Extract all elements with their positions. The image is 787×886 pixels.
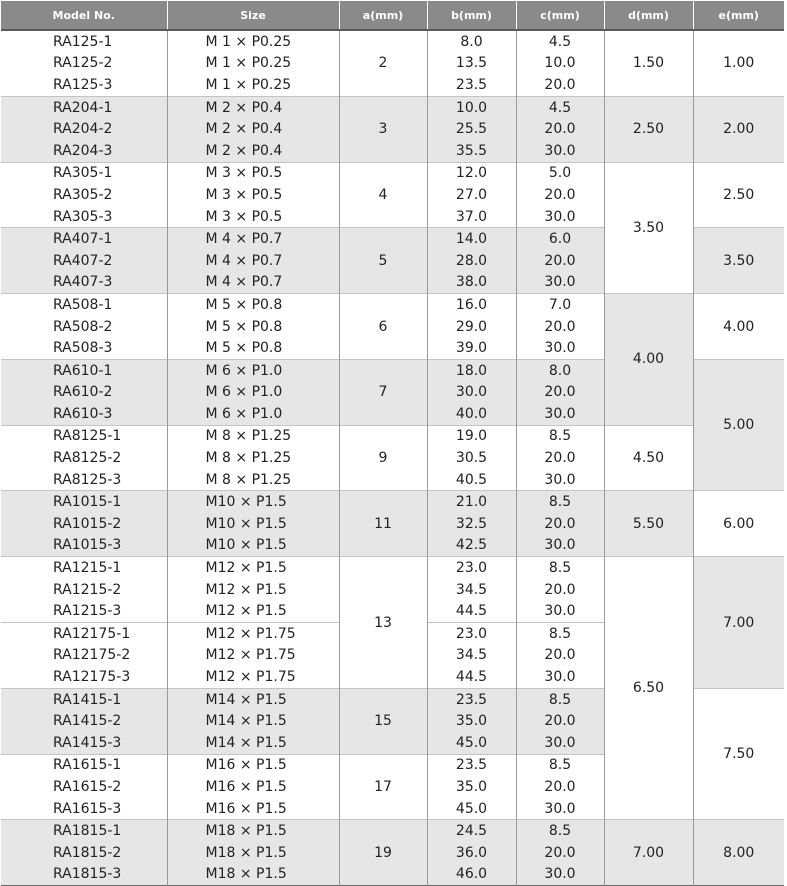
e-value-cell: 3.50 xyxy=(693,228,784,294)
table-row xyxy=(1,96,784,118)
size-cell: M10 × P1.5 xyxy=(167,535,339,557)
c-value-cell: 30.0 xyxy=(516,864,604,886)
c-value-cell: 20.0 xyxy=(516,118,604,140)
size-cell: M 6 × P1.0 xyxy=(167,359,339,381)
table-row xyxy=(1,557,784,579)
b-value-cell: 35.0 xyxy=(427,710,516,732)
model-cell: RA1615-3 xyxy=(53,800,122,817)
table-body xyxy=(1,30,784,886)
b-value-cell: 42.5 xyxy=(427,535,516,557)
a-value-cell: 4 xyxy=(339,162,427,228)
d-value-cell: 1.50 xyxy=(604,30,693,96)
size-cell: M 5 × P0.8 xyxy=(167,337,339,359)
size-cell: M 3 × P0.5 xyxy=(167,206,339,228)
b-value-cell: 13.5 xyxy=(427,53,516,75)
model-cell: RA1215-1 xyxy=(1,557,167,579)
header-e: e(mm) xyxy=(693,1,784,30)
a-value-cell: 19 xyxy=(339,820,427,886)
c-value-cell: 30.0 xyxy=(516,469,604,491)
c-value-cell: 30.0 xyxy=(516,337,604,359)
model-cell: RA407-2 xyxy=(1,250,167,272)
model-cell: RA1615-2 xyxy=(53,778,122,795)
size-cell: M 2 × P0.4 xyxy=(167,118,339,140)
model-cell: RA508-2 xyxy=(53,318,113,335)
b-value-cell: 23.5 xyxy=(427,688,516,710)
header-c: c(mm) xyxy=(516,1,604,30)
model-cell: RA1215-2 xyxy=(53,581,122,598)
d-value-cell: 7.00 xyxy=(604,820,693,886)
a-value-cell: 5 xyxy=(339,228,427,294)
table-row xyxy=(1,820,784,842)
table-row xyxy=(1,294,784,316)
model-cell: RA610-3 xyxy=(1,403,167,425)
b-value-cell: 19.0 xyxy=(427,425,516,447)
header-d: d(mm) xyxy=(604,1,693,30)
size-cell: M 5 × P0.8 xyxy=(167,294,339,316)
c-value-cell: 30.0 xyxy=(516,535,604,557)
e-value-cell: 2.00 xyxy=(693,96,784,162)
size-cell: M18 × P1.5 xyxy=(167,842,339,864)
c-value-cell: 4.5 xyxy=(516,96,604,118)
model-cell: RA125-1 xyxy=(1,30,167,53)
b-value-cell: 44.5 xyxy=(427,600,516,622)
a-value-cell: 6 xyxy=(339,294,427,360)
model-cell: RA305-2 xyxy=(53,186,113,203)
b-value-cell: 28.0 xyxy=(427,250,516,272)
size-cell: M 8 × P1.25 xyxy=(167,447,339,469)
c-value-cell: 8.5 xyxy=(516,623,604,645)
model-cell: RA8125-1 xyxy=(1,425,167,447)
c-value-cell: 4.5 xyxy=(516,30,604,53)
model-cell: RA204-3 xyxy=(1,140,167,162)
model-cell: RA1415-2 xyxy=(1,710,167,732)
c-value-cell: 20.0 xyxy=(516,645,604,667)
e-value-cell: 8.00 xyxy=(693,820,784,886)
e-value-cell: 5.00 xyxy=(693,359,784,491)
d-value-cell: 6.50 xyxy=(604,557,693,820)
header-size: Size xyxy=(167,1,339,30)
c-value-cell: 20.0 xyxy=(516,579,604,601)
b-value-cell: 24.5 xyxy=(427,820,516,842)
spec-table xyxy=(1,1,784,886)
table-row xyxy=(1,491,784,513)
b-value-cell: 45.0 xyxy=(427,798,516,820)
size-cell: M 2 × P0.4 xyxy=(167,96,339,118)
model-cell: RA204-2 xyxy=(1,118,167,140)
c-value-cell: 20.0 xyxy=(516,250,604,272)
size-cell: M12 × P1.75 xyxy=(167,645,339,667)
e-value-cell: 1.00 xyxy=(693,30,784,96)
header-b: b(mm) xyxy=(427,1,516,30)
size-cell: M16 × P1.5 xyxy=(167,754,339,776)
model-cell: RA610-2 xyxy=(1,382,167,404)
b-value-cell: 35.0 xyxy=(427,776,516,798)
c-value-cell: 30.0 xyxy=(516,798,604,820)
c-value-cell: 8.5 xyxy=(516,491,604,513)
size-cell: M10 × P1.5 xyxy=(167,513,339,535)
b-value-cell: 40.5 xyxy=(427,469,516,491)
model-cell: RA1015-3 xyxy=(1,535,167,557)
c-value-cell: 30.0 xyxy=(516,272,604,294)
b-value-cell: 46.0 xyxy=(427,864,516,886)
size-cell: M16 × P1.5 xyxy=(167,776,339,798)
model-cell: RA125-3 xyxy=(53,76,113,93)
model-cell: RA1815-2 xyxy=(1,842,167,864)
model-cell: RA610-1 xyxy=(1,359,167,381)
size-cell: M14 × P1.5 xyxy=(167,688,339,710)
a-value-cell: 13 xyxy=(339,557,427,689)
model-cell: RA407-1 xyxy=(1,228,167,250)
b-value-cell: 44.5 xyxy=(427,666,516,688)
b-value-cell: 23.0 xyxy=(427,557,516,579)
size-cell: M14 × P1.5 xyxy=(167,732,339,754)
c-value-cell: 20.0 xyxy=(516,710,604,732)
c-value-cell: 8.5 xyxy=(516,688,604,710)
b-value-cell: 37.0 xyxy=(427,206,516,228)
size-cell: M 4 × P0.7 xyxy=(167,250,339,272)
header-model: Model No. xyxy=(1,1,167,30)
model-cell: RA508-1 xyxy=(1,294,167,316)
c-value-cell: 8.5 xyxy=(516,754,604,776)
c-value-cell: 8.5 xyxy=(516,557,604,579)
size-cell: M12 × P1.75 xyxy=(167,666,339,688)
size-cell: M18 × P1.5 xyxy=(167,820,339,842)
b-value-cell: 18.0 xyxy=(427,359,516,381)
size-cell: M 4 × P0.7 xyxy=(167,272,339,294)
b-value-cell: 27.0 xyxy=(427,184,516,206)
b-value-cell: 16.0 xyxy=(427,294,516,316)
d-value-cell: 4.50 xyxy=(604,425,693,491)
c-value-cell: 20.0 xyxy=(516,842,604,864)
size-cell: M 1 × P0.25 xyxy=(167,74,339,96)
c-value-cell: 30.0 xyxy=(516,403,604,425)
b-value-cell: 29.0 xyxy=(427,316,516,338)
c-value-cell: 20.0 xyxy=(516,513,604,535)
header-a: a(mm) xyxy=(339,1,427,30)
b-value-cell: 40.0 xyxy=(427,403,516,425)
a-value-cell: 15 xyxy=(339,688,427,754)
b-value-cell: 23.5 xyxy=(427,754,516,776)
size-cell: M 3 × P0.5 xyxy=(167,184,339,206)
c-value-cell: 7.0 xyxy=(516,294,604,316)
d-value-cell: 3.50 xyxy=(604,162,693,294)
d-value-cell: 4.00 xyxy=(604,294,693,426)
model-cell: RA1215-3 xyxy=(53,603,122,620)
e-value-cell: 2.50 xyxy=(693,162,784,228)
model-cell: RA8125-3 xyxy=(53,471,122,488)
size-cell: M16 × P1.5 xyxy=(167,798,339,820)
a-value-cell: 2 xyxy=(339,30,427,96)
b-value-cell: 23.5 xyxy=(427,74,516,96)
c-value-cell: 20.0 xyxy=(516,316,604,338)
size-cell: M10 × P1.5 xyxy=(167,491,339,513)
c-value-cell: 8.5 xyxy=(516,425,604,447)
c-value-cell: 20.0 xyxy=(516,447,604,469)
b-value-cell: 21.0 xyxy=(427,491,516,513)
b-value-cell: 45.0 xyxy=(427,732,516,754)
c-value-cell: 5.0 xyxy=(516,162,604,184)
model-cell: RA407-3 xyxy=(1,272,167,294)
b-value-cell: 39.0 xyxy=(427,337,516,359)
model-cell: RA204-1 xyxy=(1,96,167,118)
b-value-cell: 30.5 xyxy=(427,447,516,469)
size-cell: M 8 × P1.25 xyxy=(167,425,339,447)
size-cell: M 1 × P0.25 xyxy=(167,53,339,75)
a-value-cell: 11 xyxy=(339,491,427,557)
header-row xyxy=(1,1,784,30)
size-cell: M 4 × P0.7 xyxy=(167,228,339,250)
size-cell: M 1 × P0.25 xyxy=(167,30,339,53)
size-cell: M 8 × P1.25 xyxy=(167,469,339,491)
b-value-cell: 35.5 xyxy=(427,140,516,162)
b-value-cell: 38.0 xyxy=(427,272,516,294)
size-cell: M12 × P1.5 xyxy=(167,579,339,601)
b-value-cell: 8.0 xyxy=(427,30,516,53)
c-value-cell: 20.0 xyxy=(516,382,604,404)
c-value-cell: 20.0 xyxy=(516,184,604,206)
model-cell: RA1415-1 xyxy=(1,688,167,710)
model-cell: RA12175-2 xyxy=(53,647,131,664)
size-cell: M 6 × P1.0 xyxy=(167,403,339,425)
size-cell: M 5 × P0.8 xyxy=(167,316,339,338)
c-value-cell: 8.0 xyxy=(516,359,604,381)
d-value-cell: 5.50 xyxy=(604,491,693,557)
size-cell: M14 × P1.5 xyxy=(167,710,339,732)
c-value-cell: 30.0 xyxy=(516,600,604,622)
b-value-cell: 34.5 xyxy=(427,645,516,667)
model-cell: RA8125-2 xyxy=(53,450,122,467)
c-value-cell: 10.0 xyxy=(516,53,604,75)
b-value-cell: 30.0 xyxy=(427,382,516,404)
model-cell: RA305-1 xyxy=(1,162,167,184)
size-cell: M12 × P1.75 xyxy=(167,623,339,645)
b-value-cell: 32.5 xyxy=(427,513,516,535)
a-value-cell: 17 xyxy=(339,754,427,820)
model-cell: RA508-3 xyxy=(53,340,113,357)
b-value-cell: 12.0 xyxy=(427,162,516,184)
size-cell: M 2 × P0.4 xyxy=(167,140,339,162)
e-value-cell: 6.00 xyxy=(693,491,784,557)
c-value-cell: 30.0 xyxy=(516,732,604,754)
table-row xyxy=(1,162,784,184)
b-value-cell: 14.0 xyxy=(427,228,516,250)
a-value-cell: 3 xyxy=(339,96,427,162)
c-value-cell: 30.0 xyxy=(516,206,604,228)
table-row xyxy=(1,425,784,447)
b-value-cell: 10.0 xyxy=(427,96,516,118)
c-value-cell: 20.0 xyxy=(516,776,604,798)
d-value-cell: 2.50 xyxy=(604,96,693,162)
e-value-cell: 4.00 xyxy=(693,294,784,360)
e-value-cell: 7.50 xyxy=(693,688,784,820)
c-value-cell: 30.0 xyxy=(516,140,604,162)
size-cell: M 3 × P0.5 xyxy=(167,162,339,184)
table-row xyxy=(1,30,784,53)
c-value-cell: 6.0 xyxy=(516,228,604,250)
b-value-cell: 25.5 xyxy=(427,118,516,140)
a-value-cell: 9 xyxy=(339,425,427,491)
model-cell: RA12175-3 xyxy=(53,669,131,686)
c-value-cell: 8.5 xyxy=(516,820,604,842)
e-value-cell: 7.00 xyxy=(693,557,784,689)
model-cell: RA1415-3 xyxy=(1,732,167,754)
model-cell: RA125-2 xyxy=(53,55,113,72)
model-cell: RA1015-2 xyxy=(1,513,167,535)
model-cell: RA12175-1 xyxy=(1,623,167,645)
size-cell: M12 × P1.5 xyxy=(167,557,339,579)
size-cell: M18 × P1.5 xyxy=(167,864,339,886)
b-value-cell: 23.0 xyxy=(427,623,516,645)
size-cell: M12 × P1.5 xyxy=(167,600,339,622)
c-value-cell: 20.0 xyxy=(516,74,604,96)
b-value-cell: 36.0 xyxy=(427,842,516,864)
c-value-cell: 30.0 xyxy=(516,666,604,688)
model-cell: RA1015-1 xyxy=(1,491,167,513)
model-cell: RA1815-1 xyxy=(1,820,167,842)
model-cell: RA1615-1 xyxy=(1,754,167,776)
size-cell: M 6 × P1.0 xyxy=(167,382,339,404)
model-cell: RA305-3 xyxy=(53,208,113,225)
a-value-cell: 7 xyxy=(339,359,427,425)
model-cell: RA1815-3 xyxy=(1,864,167,886)
b-value-cell: 34.5 xyxy=(427,579,516,601)
